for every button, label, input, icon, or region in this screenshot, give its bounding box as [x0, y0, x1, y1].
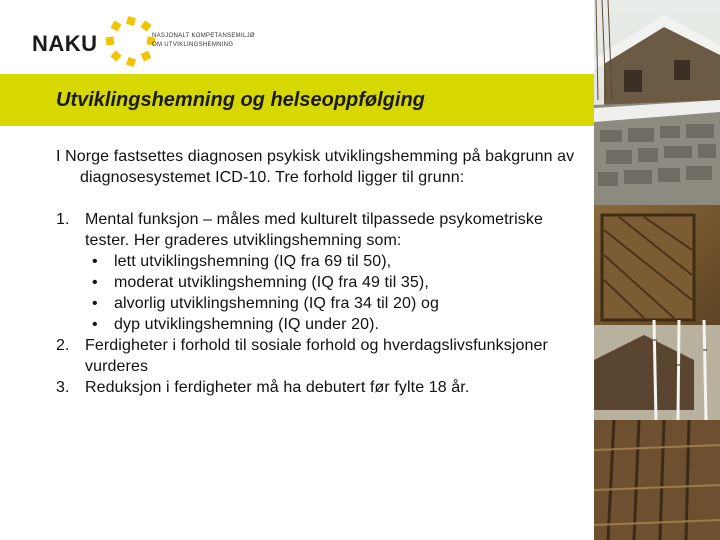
bullet-dot: •	[92, 295, 98, 312]
bullet-dot: •	[92, 316, 98, 333]
naku-logo	[30, 14, 270, 70]
bullet-text: dyp utviklingshemning (IQ under 20).	[114, 316, 380, 333]
logo-subline-2: OM UTVIKLINGSHEMNING	[152, 42, 234, 48]
list-number: 2.	[56, 337, 70, 354]
bullet-item	[56, 293, 588, 314]
slide-title: Utviklingshemning og helseoppfølging	[56, 89, 425, 111]
list-number: 3.	[56, 379, 70, 396]
list-item-1	[56, 209, 588, 251]
slide-body	[56, 146, 588, 398]
naku-sun-icon	[102, 14, 158, 70]
list-number: 1.	[56, 211, 70, 228]
list-text: Mental funksjon – måles med kulturelt tilpassede psykometriske tester. Her graderes utviklingshemning som:	[85, 211, 543, 249]
bullet-text: lett utviklingshemning (IQ fra 69 til 50),	[114, 253, 392, 270]
severity-bullets	[56, 251, 588, 335]
logo-wordmark: NAKU	[32, 31, 98, 56]
list-item-2	[56, 335, 588, 377]
bullet-item	[56, 314, 588, 335]
list-text: Ferdigheter i forhold til sosiale forhold og hverdagslivsfunksjoner vurderes	[85, 337, 548, 375]
bullet-text: moderat utviklingshemning (IQ fra 49 til 35),	[114, 274, 429, 291]
bullet-item	[56, 251, 588, 272]
list-item-3	[56, 377, 588, 398]
rural-buildings-photo	[594, 0, 720, 540]
intro-paragraph: I Norge fastsettes diagnosen psykisk utviklingshemming på bakgrunn av diagnosesystemet ICD-10. Tre forhold ligger til grunn:	[56, 148, 575, 186]
bullet-dot: •	[92, 274, 98, 291]
logo-subline-1: NASJONALT KOMPETANSEMILJØ	[152, 33, 255, 39]
list-text: Reduksjon i ferdigheter må ha debutert før fylte 18 år.	[85, 379, 470, 396]
bullet-text: alvorlig utviklingshemning (IQ fra 34 til 20) og	[114, 295, 439, 312]
bullet-dot: •	[92, 253, 98, 270]
logo-subline	[152, 32, 255, 50]
bullet-item	[56, 272, 588, 293]
